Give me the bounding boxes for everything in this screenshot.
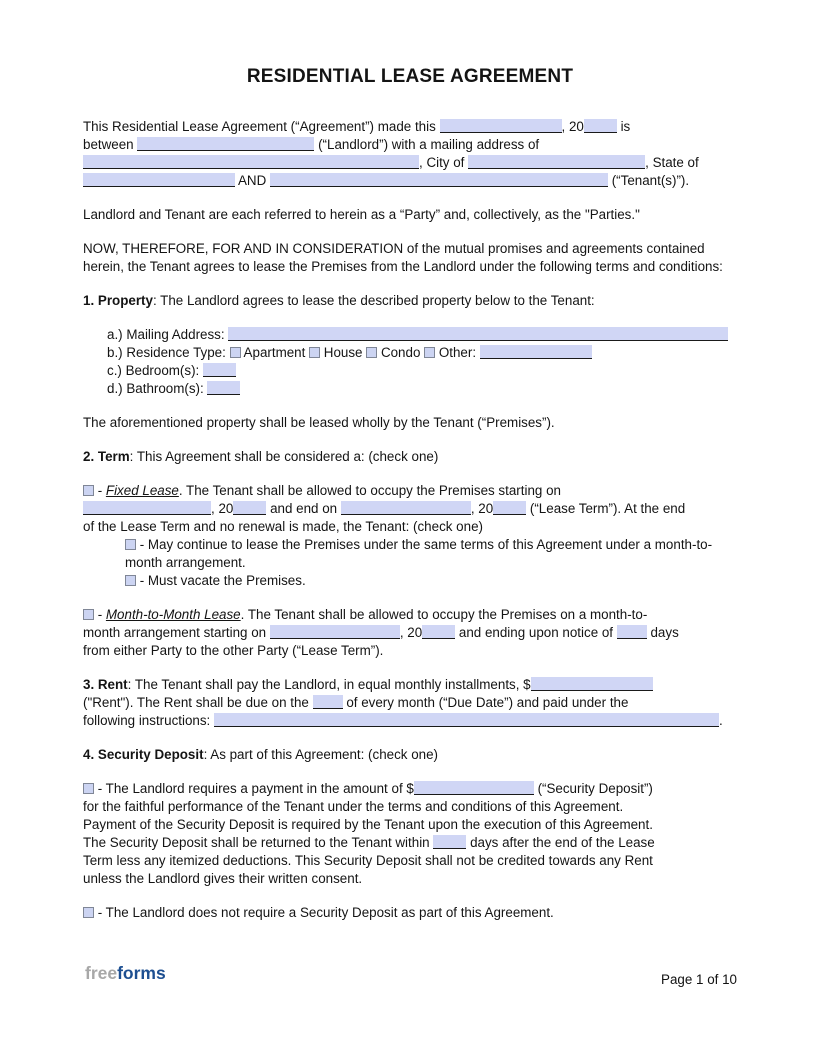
condo-label: Condo [377,345,425,360]
deposit-not-required-checkbox[interactable] [83,907,94,918]
page-number: Page 1 of 10 [661,972,737,987]
house-label: House [320,345,367,360]
fixed-lease-main [83,482,737,536]
section-term-heading [83,448,737,466]
fixed-lease-line2-tail: (“Lease Term”). At the end [526,501,686,516]
bedrooms-label: c.) Bedroom(s): [107,363,203,378]
mtm-line2-notice: and ending upon notice of [455,625,617,640]
deposit-line3: Payment of the Security Deposit is required by the Tenant upon the execution of this Agreement. [83,817,653,832]
section-deposit-heading [83,746,737,764]
deposit-not-required-text: - The Landlord does not require a Security Deposit as part of this Agreement. [94,905,554,920]
mailing-address-field[interactable] [228,327,728,341]
landlord-city-field[interactable] [468,155,645,169]
deposit-heading-number: 4. Security Deposit [83,747,204,762]
may-continue-checkbox[interactable] [125,539,136,550]
landlord-state-field[interactable] [83,173,235,187]
property-heading-number: 1. Property [83,293,153,308]
fixed-lease-and-end-on: and end on [266,501,341,516]
must-vacate-checkbox[interactable] [125,575,136,586]
mtm-notice-days-field[interactable] [617,625,647,639]
freeforms-logo [85,963,166,983]
mtm-lease-name: Month-to-Month Lease [105,607,241,622]
term-heading-number: 2. Term [83,449,130,464]
deposit-line4-tail: days after the end of the Lease [466,835,655,850]
fixed-start-date-field[interactable] [83,501,211,515]
month-to-month-paragraph [83,606,737,660]
deposit-amount-field[interactable] [414,781,534,795]
deposit-line1-tail: (“Security Deposit”) [533,781,653,796]
intro-text-made-this: This Residential Lease Agreement (“Agreement”) made this [83,119,440,134]
intro-text-landlord: (“Landlord”) with a mailing address of [314,137,540,152]
deposit-return-days-field[interactable] [433,835,466,849]
fixed-lease-dash: - [94,483,106,498]
fixed-lease-checkbox[interactable] [83,485,94,496]
property-item-bathrooms [107,380,737,398]
premises-paragraph [83,414,737,432]
deposit-line6: unless the Landlord gives their written consent. [83,871,363,886]
intro-text-state-of: , State of [645,155,699,170]
parties-paragraph [83,206,737,224]
bathrooms-field[interactable] [207,381,240,395]
property-heading-text: : The Landlord agrees to lease the described property below to the Tenant: [152,293,595,308]
rent-line3-instructions: following instructions: [83,713,214,728]
intro-text-between: between [83,137,138,152]
section-property-heading [83,292,737,310]
mtm-line2-start: month arrangement starting on [83,625,270,640]
rent-period: . [719,713,723,728]
house-checkbox[interactable] [309,347,320,358]
mtm-line1: . The Tenant shall be allowed to occupy the Premises on a month-to- [240,607,648,622]
parties-text: Landlord and Tenant are each referred to herein as a “Party” and, collectively, as the "Parties." [83,207,640,222]
tenant-name-field[interactable] [270,173,608,187]
fixed-end-date-field[interactable] [341,501,471,515]
intro-text-tenants: (“Tenant(s)”). [607,173,690,188]
agreement-year-field[interactable] [584,119,617,133]
fixed-lease-paragraph [83,482,737,590]
landlord-address-field[interactable] [83,155,419,169]
intro-text-and: AND [235,173,270,188]
logo-free-text: free [85,963,118,983]
deposit-required-checkbox[interactable] [83,783,94,794]
deposit-heading-text: : As part of this Agreement: (check one) [203,747,439,762]
mtm-start-date-field[interactable] [270,625,400,639]
property-item-residence-type [107,344,737,362]
rent-paragraph [83,676,737,730]
intro-text-city-of: , City of [419,155,469,170]
document-title: RESIDENTIAL LEASE AGREEMENT [246,66,574,87]
mtm-line3: from either Party to the other Party (“Lease Term”). [83,643,384,658]
bathrooms-label: d.) Bathroom(s): [107,381,208,396]
logo-forms-text: forms [117,963,166,983]
consideration-paragraph [83,240,737,276]
deposit-line1-amount: - The Landlord requires a payment in the amount of $ [94,781,414,796]
intro-text-is: is [616,119,631,134]
consideration-text: NOW, THEREFORE, FOR AND IN CONSIDERATION of the mutual promises and agreements contained herein, the Tenant agrees to lease the Premises from the Landlord under the following terms and conditions: [83,241,723,274]
other-checkbox[interactable] [424,347,435,358]
rent-line1: : The Tenant shall pay the Landlord, in equal monthly installments, $ [127,677,531,692]
fixed-lease-line1: . The Tenant shall be allowed to occupy the Premises starting on [178,483,561,498]
deposit-not-required-paragraph [83,904,737,922]
deposit-line2: for the faithful performance of the Tenant under the terms and conditions of this Agreement. [83,799,624,814]
property-item-bedrooms [107,362,737,380]
intro-paragraph [83,118,737,190]
apartment-checkbox[interactable] [230,347,241,358]
deposit-required-paragraph [83,780,737,888]
must-vacate-text: - Must vacate the Premises. [136,573,306,588]
landlord-name-field[interactable] [137,137,314,151]
condo-checkbox[interactable] [366,347,377,358]
fixed-lease-option-continue [125,536,737,572]
fixed-lease-name: Fixed Lease [105,483,179,498]
bedrooms-field[interactable] [203,363,236,377]
mailing-address-label: a.) Mailing Address: [107,327,229,342]
other-label: Other: [435,345,480,360]
residence-other-field[interactable] [480,345,592,359]
fixed-lease-option-vacate [125,572,737,590]
rent-line2-due: ("Rent"). The Rent shall be due on the [83,695,313,710]
mtm-dash: - [94,607,106,622]
property-list [83,326,737,398]
mtm-line2-days: days [646,625,679,640]
fixed-start-year-field[interactable] [233,501,266,515]
mtm-start-year-field[interactable] [422,625,455,639]
property-item-mailing-address [107,326,737,344]
agreement-day-field[interactable] [440,119,562,133]
premises-text: The aforementioned property shall be leased wholly by the Tenant (“Premises”). [83,415,555,430]
deposit-line4-within: The Security Deposit shall be returned to the Tenant within [83,835,434,850]
may-continue-text: - May continue to lease the Premises under the same terms of this Agreement under a month-to-month arrangement. [125,537,713,570]
rent-line2-tail: of every month (“Due Date”) and paid under the [342,695,629,710]
fixed-lease-line3: of the Lease Term and no renewal is made, the Tenant: (check one) [83,519,483,534]
month-to-month-checkbox[interactable] [83,609,94,620]
rent-due-day-field[interactable] [313,695,343,709]
deposit-line5: Term less any itemized deductions. This Security Deposit shall not be credited towards any Rent [83,853,653,868]
fixed-end-year-field[interactable] [493,501,526,515]
intro-text-comma-20: , 20 [561,119,584,134]
fixed-lease-comma20-start: , 20 [211,501,234,516]
rent-heading-number: 3. Rent [83,677,128,692]
mtm-comma20: , 20 [399,625,423,640]
term-heading-text: : This Agreement shall be considered a: (check one) [129,449,439,464]
fixed-lease-comma20-end: , 20 [470,501,494,516]
apartment-label: Apartment [240,345,310,360]
rent-instructions-field[interactable] [214,713,719,727]
residence-type-label: b.) Residence Type: [107,345,230,360]
rent-amount-field[interactable] [531,677,653,691]
